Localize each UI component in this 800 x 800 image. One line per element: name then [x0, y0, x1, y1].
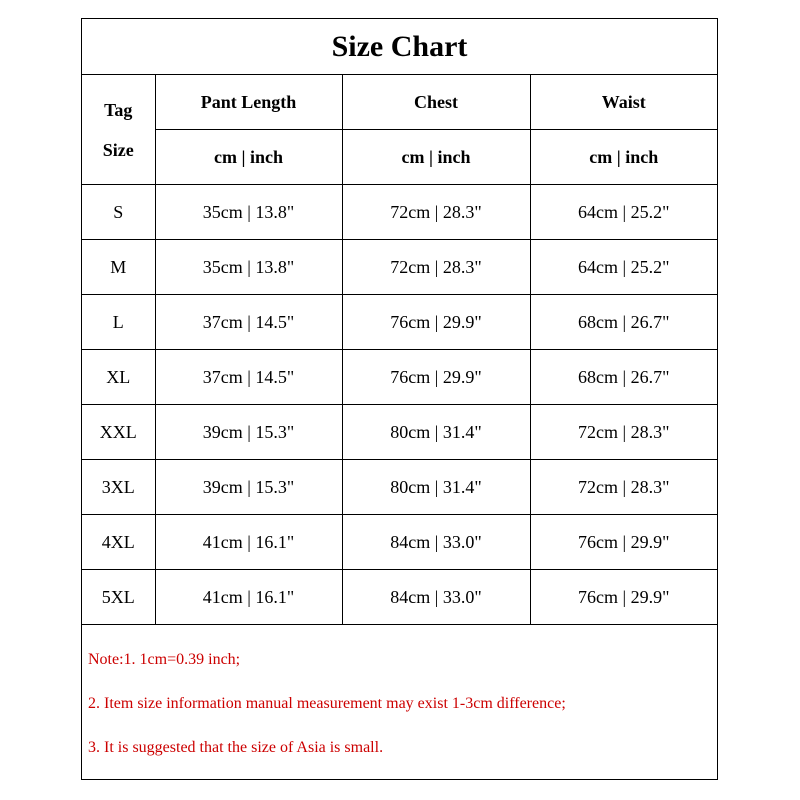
size-cell: XL: [82, 350, 155, 405]
chest-cell: 76cm | 29.9": [342, 350, 530, 405]
chest-cell: 72cm | 28.3": [342, 240, 530, 295]
waist-cell: 72cm | 28.3": [530, 405, 717, 460]
tag-size-header: [82, 75, 155, 185]
chest-cell: 72cm | 28.3": [342, 185, 530, 240]
chest-cell: 76cm | 29.9": [342, 295, 530, 350]
pant-length-cell: 41cm | 16.1": [155, 515, 342, 570]
tag-header-line1: Tag: [104, 99, 133, 120]
pant-length-cell: 41cm | 16.1": [155, 570, 342, 625]
pant-length-cell: 39cm | 15.3": [155, 405, 342, 460]
chest-cell: 80cm | 31.4": [342, 460, 530, 515]
chest-cell: 80cm | 31.4": [342, 405, 530, 460]
size-chart: [81, 18, 718, 780]
waist-cell: 64cm | 25.2": [530, 240, 717, 295]
size-cell: XXL: [82, 405, 155, 460]
table-row: [82, 295, 717, 350]
table-row: [82, 185, 717, 240]
size-cell: M: [82, 240, 155, 295]
waist-header: Waist: [530, 75, 717, 130]
size-table: [82, 19, 717, 625]
size-cell: 3XL: [82, 460, 155, 515]
waist-cell: 68cm | 26.7": [530, 350, 717, 405]
pant-length-cell: 35cm | 13.8": [155, 185, 342, 240]
size-cell: L: [82, 295, 155, 350]
pant-length-cell: 39cm | 15.3": [155, 460, 342, 515]
size-cell: 5XL: [82, 570, 155, 625]
chest-header: Chest: [342, 75, 530, 130]
note-3: 3. It is suggested that the size of Asia is small.: [88, 739, 384, 756]
table-row: [82, 240, 717, 295]
pant-length-cell: 37cm | 14.5": [155, 350, 342, 405]
table-row: [82, 405, 717, 460]
waist-cell: 76cm | 29.9": [530, 515, 717, 570]
pant-length-cell: 35cm | 13.8": [155, 240, 342, 295]
table-row: [82, 570, 717, 625]
size-cell: 4XL: [82, 515, 155, 570]
table-row: [82, 350, 717, 405]
table-row: [82, 460, 717, 515]
pant-length-header: Pant Length: [155, 75, 342, 130]
waist-cell: 76cm | 29.9": [530, 570, 717, 625]
size-cell: S: [82, 185, 155, 240]
chest-cell: 84cm | 33.0": [342, 515, 530, 570]
chest-cell: 84cm | 33.0": [342, 570, 530, 625]
chart-title: Size Chart: [82, 19, 717, 75]
waist-cell: 64cm | 25.2": [530, 185, 717, 240]
note-2: 2. Item size information manual measurement may exist 1-3cm difference;: [88, 695, 566, 712]
waist-cell: 68cm | 26.7": [530, 295, 717, 350]
chest-unit-header: cm | inch: [342, 130, 530, 185]
table-row: [82, 515, 717, 570]
notes-section: [88, 649, 708, 781]
waist-unit-header: cm | inch: [530, 130, 717, 185]
tag-header-line2: Size: [102, 139, 134, 160]
pant-length-cell: 37cm | 14.5": [155, 295, 342, 350]
note-1: Note:1. 1cm=0.39 inch;: [88, 651, 241, 668]
pant-length-unit-header: cm | inch: [155, 130, 342, 185]
waist-cell: 72cm | 28.3": [530, 460, 717, 515]
